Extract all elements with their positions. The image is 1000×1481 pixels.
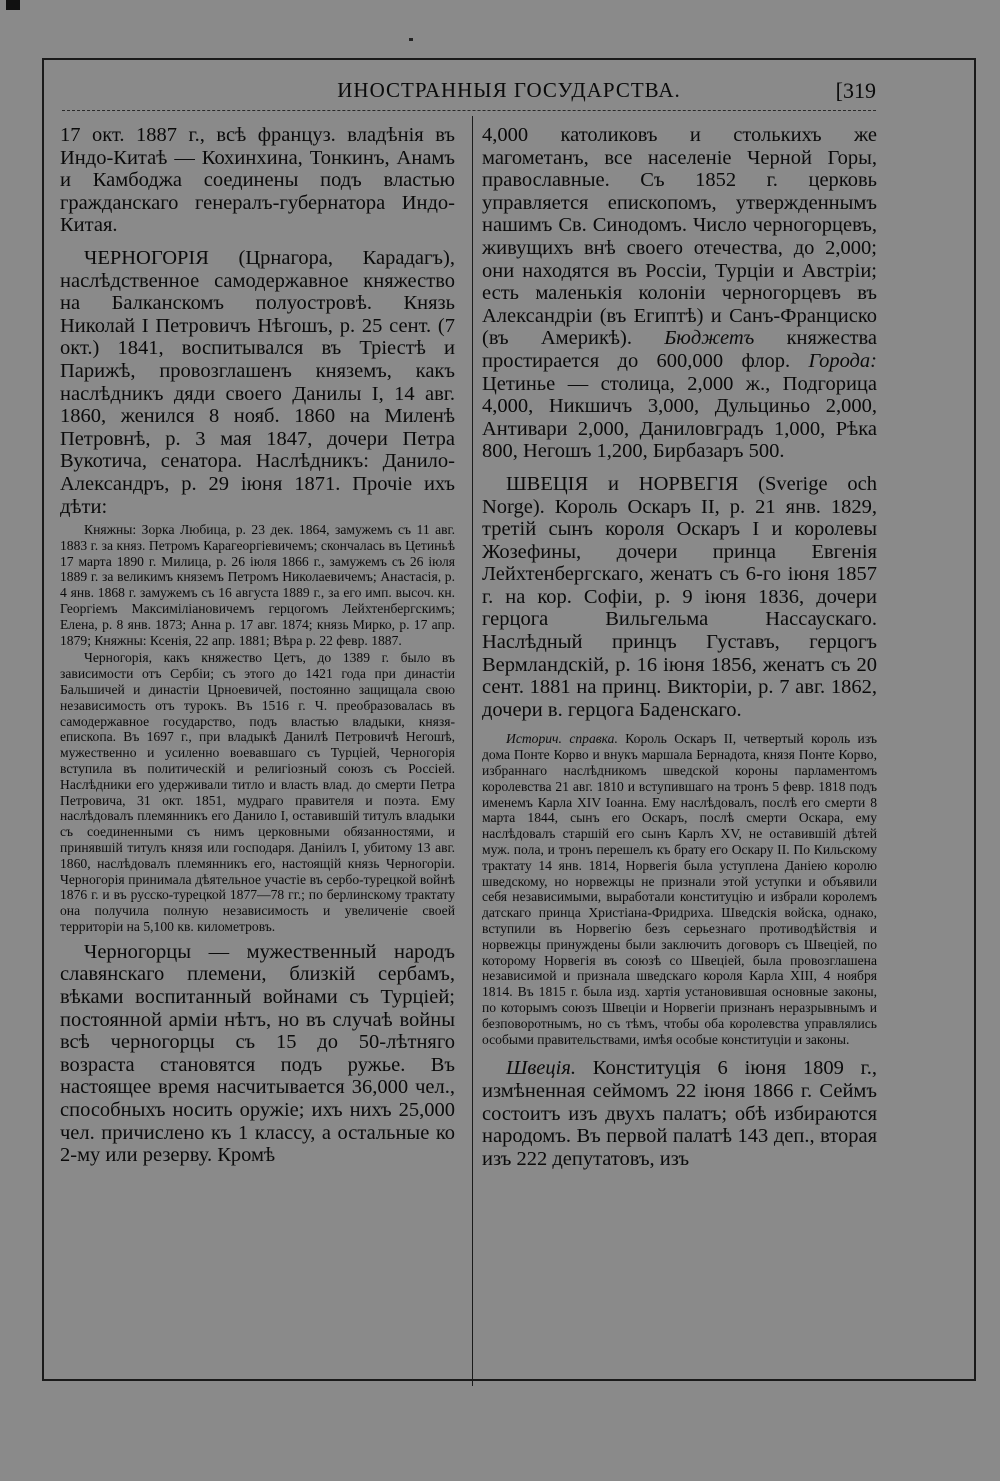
scan-mark <box>6 0 20 10</box>
header-rule <box>62 110 876 111</box>
budget-label: Бюджетъ <box>664 327 755 350</box>
paragraph-montenegro: ЧЕРНОГОРІЯ (Црнагора, Карадагъ), наслѣдственное самодержавное княжество на Балканскомъ полуостровѣ. Князь Николай I Петровичъ Нѣгошъ, р. 25 сент. (7 окт.) 1841, воспитывался въ Тріестѣ и Парижѣ, провозглашенъ княземъ, какъ наслѣдникъ дяди своего Данилы I, 14 авг. 1860, женился 8 нояб. 1860 на Миленѣ Петровнѣ, р. 3 мая 1847, дочери Петра Вукотича, сенатора. Наслѣдникъ: Данило-Александръ, р. 29 іюня 1871. Прочіе ихъ дѣти: <box>60 246 455 518</box>
budget-text: княжества простирается до 600,000 флор. <box>482 327 878 372</box>
paragraph-montenegrins: Черногорцы — мужественный народъ славянскаго племени, близкій сербамъ, вѣками воспитанный войнами съ Турціей; постоянной арміи нѣтъ, но въ случаѣ войны всѣ черногорцы съ 15 до 50-лѣтняго возраста становятся подъ ружье. Въ настоящее время насчитывается 36,000 чел., способныхъ носить оружіе; ихъ нихъ 25,000 чел. причислено къ 1 классу, а остальные ко 2-му или резерву. Кромѣ <box>60 940 455 1167</box>
paragraph-children: Княжны: Зорка Любица, р. 23 дек. 1864, замужемъ съ 11 авг. 1883 г. за княз. Петромъ Карагеоргіевичемъ; скончалась въ Цетиньѣ 17 марта 1890 г. Милица, р. 26 іюля 1866 г., замужемъ съ 26 іюля 1889 г. за великимъ княземъ Петромъ Николаевичемъ; Анастасія, р. 4 янв. 1868 г. замужемъ съ 16 августа 1889 г., за его имп. высоч. кн. Георгіемъ Максиміліановичемъ герцогомъ Лейхтенбергскимъ; Елена, р. 8 янв. 1873; Анна р. 17 авг. 1874; князь Мирко, р. 17 апр. 1879; Княжны: Ксенія, 22 апр. 1881; Вѣра р. 22 февр. 1887. <box>60 522 455 648</box>
paragraph-historical-note <box>482 731 877 1047</box>
cities-label: Города: <box>808 349 877 372</box>
left-column <box>60 124 455 1167</box>
paragraph-population <box>482 124 877 463</box>
paragraph-sweden-norway: ШВЕЦІЯ и НОРВЕГІЯ (Sverige och Norge). Король Оскаръ II, р. 21 янв. 1829, третій сынъ короля Оскаръ I и королевы Жозефины, дочери принца Евгенія Лейхтенбергскаго, женатъ съ 6-го іюня 1857 г. на кор. Софіи, р. 9 іюня 1836, дочери герцога Вильгельма Нассаускаго. Наслѣдный принцъ Густавъ, герцогъ Вермландскій, р. 16 іюня 1856, женатъ съ 20 сент. 1881 на принц. Викторіи, р. 7 авг. 1862, дочери в. герцога Баденскаго. <box>482 472 877 721</box>
historical-note-label: Историч. справка. <box>506 731 618 747</box>
cities-text: Цетинье — столица, 2,000 ж., Подгорица 4,000, Никшичъ 3,000, Дульциньо 2,000, Антивари 2,000, Даниловградъ 1,000, Рѣка 800, Негошъ 1,200, Бирбазаръ 500. <box>482 372 877 463</box>
sweden-constitution-text: Конституція 6 іюня 1809 г., измѣненная сеймомъ 22 іюня 1866 г. Сеймъ состоитъ изъ двухъ палатъ; обѣ избираются народомъ. Въ первой палатѣ 143 деп., вторая изъ 222 депутатовъ, изъ <box>482 1057 877 1170</box>
page-number: [319 <box>835 78 876 103</box>
sweden-label: Швеція. <box>506 1057 576 1080</box>
header-title: ИНОСТРАННЫЯ ГОСУДАРСТВА. <box>337 78 681 102</box>
right-column <box>482 124 877 1170</box>
paragraph-indochina: 17 окт. 1887 г., всѣ француз. владѣнія въ Индо-Китаѣ — Кохинхина, Тонкинъ, Анамъ и Камбоджа соединены подъ властью гражданскаго генералъ-губернатора Индо-Китая. <box>60 124 455 237</box>
paragraph-montenegro-history: Черногорія, какъ княжество Цетъ, до 1389 г. было въ зависимости отъ Сербіи; съ этого до 1421 года при династіи Бальшичей и династіи Црноевичей, постоянно защищала свою независимость отъ турокъ. Въ 1516 г. Ч. преобразовалась въ самодержавное государство, подъ властью владыки, князя-епископа. Въ 1697 г., при владыкѣ Данилѣ Петровичѣ Негошѣ, мужественно и усиленно воевавшаго съ Турціей, Черногорія вступила въ политическій и религіозный союзъ съ Россіей. Наслѣдники его удерживали титло и власть влад. до смерти Петра Петровича, 31 окт. 1851, мудраго правителя и поэта. Ему наслѣдовалъ племянникъ его Данило I, оставившій титулъ владыки съ соединенными съ нимъ церковными обязанностями, и принявшій титулъ князя или господаря. Даніилъ I, убитому 13 авг. 1860, наслѣдовалъ племянникъ его, настоящій князь Черногоріи. Черногорія принимала дѣятельное участіе въ сербо-турецкой войнѣ 1876 г. и въ русско-турецкой 1877—78 гг.; по берлинскому трактату она получила полную независимость и увеличеніе своей территоріи на 5,100 кв. километровъ. <box>60 650 455 935</box>
running-header <box>44 78 974 108</box>
column-divider <box>472 116 473 1386</box>
book-page <box>42 58 976 1381</box>
paragraph-sweden-constitution <box>482 1057 877 1170</box>
scan-dot <box>409 38 413 41</box>
population-text: 4,000 католиковъ и столькихъ же магометанъ, все населеніе Черной Горы, православные. Съ 1852 г. церковь управляется епископомъ, утвержденнымъ нашимъ Св. Синодомъ. Число черногорцевъ, живущихъ внѣ своего отечества, до 2,000; они находятся въ Россіи, Турціи и Австріи; есть маленькія колоніи черногорцевъ въ Александріи (въ Египтѣ) и Санъ-Франциско (въ Америкѣ). <box>482 124 877 350</box>
historical-note-text: Король Оскаръ II, четвертый король изъ дома Понте Корво и внукъ маршала Бернадота, князя Понте Корво, избраннаго наслѣдникомъ шведской короны парламентомъ королевства 21 авг. 1810 и вступившаго на тронъ 5 февр. 1818 подъ именемъ Карла XIV Іоанна. Ему наслѣдовалъ, послѣ его смерти 8 марта 1844, сынъ его Оскаръ, послѣ смерти Оскара, ему наслѣдовалъ старшій его сынъ Карлъ XV, не оставившій дѣтей муж. пола, и тронъ перешелъ къ брату его Оскару II. По Кильскому трактату 14 янв. 1814, Норвегія была уступлена Даніею королю шведскому, но норвежцы не признали этой уступки и объявили себя независимыми, выработали конституцію и избрали королемъ датскаго принца Христіана-Фридриха. Шведскія войска, однако, вступили въ Норвегію безъ серьезнаго противодѣйствія и норвежцы принуждены были заключить договоръ съ Швеціей, по которому Норвегія въ союзѣ со Швеціей, была провозглашена независимой и признала шведскаго короля Карла XIII, 4 ноября 1814. Въ 1815 г. была изд. хартія установившая основные законы, по которымъ союзъ Швеціи и Норвегіи признанъ неразрывнымъ и безповоротнымъ, но съ тѣмъ, чтобы оба королевства управлялись особыми правительствами, имѣя особые конституціи и законы. <box>482 731 878 1047</box>
